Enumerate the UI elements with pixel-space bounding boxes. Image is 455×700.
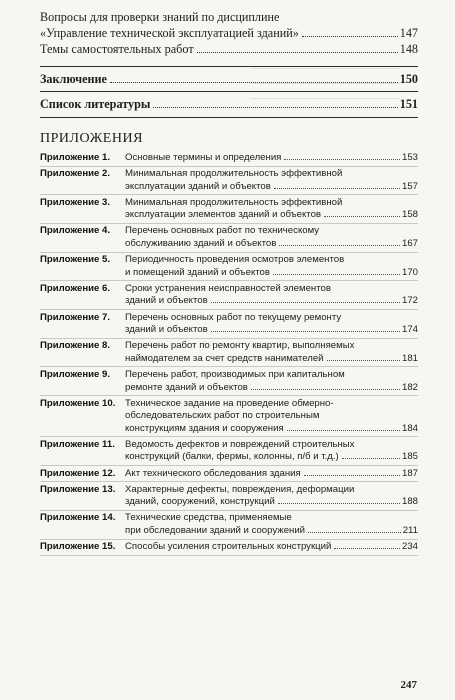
- appendix-title-line: Ведомость дефектов и повреждений строительных: [125, 438, 355, 450]
- dot-leader: [284, 159, 400, 160]
- dot-leader: [304, 475, 400, 476]
- appendix-label: Приложение 11.: [40, 438, 115, 450]
- appendix-title: [125, 369, 418, 394]
- appendix-title: [125, 541, 418, 554]
- dot-leader: [308, 532, 401, 533]
- toc-entry-references[interactable]: [40, 97, 418, 113]
- appendix-title: [125, 168, 418, 193]
- divider: [40, 91, 418, 92]
- dot-leader: [273, 274, 400, 275]
- appendix-page-number: 153: [401, 152, 418, 163]
- appendix-entry[interactable]: [40, 283, 418, 310]
- appendix-label: Приложение 3.: [40, 196, 111, 208]
- appendix-page-number: 188: [401, 496, 418, 508]
- appendix-page-number: 234: [401, 541, 418, 553]
- appendix-title-line: Акт технического обследования здания: [125, 467, 301, 479]
- appendix-entry[interactable]: [40, 340, 418, 367]
- appendix-label: Приложение 13.: [40, 483, 116, 495]
- appendix-title-line: обследовательских работ по строительным: [125, 410, 320, 422]
- appendix-entry[interactable]: [40, 312, 418, 339]
- appendix-title-line: конструкций (балки, фермы, колонны, п/б и т.д.): [125, 451, 339, 463]
- appendix-title-line: Способы усиления строительных конструкций: [125, 541, 332, 553]
- appendix-title-line: Характерные дефекты, повреждения, деформации: [125, 483, 355, 495]
- appendix-title: [125, 254, 418, 279]
- toc-entry-independent-work[interactable]: [40, 42, 418, 58]
- appendix-title: [125, 468, 418, 481]
- appendix-entry[interactable]: [40, 468, 418, 483]
- appendix-label: Приложение 8.: [40, 340, 111, 352]
- appendix-list: [40, 152, 418, 557]
- toc-page-number: 150: [399, 71, 418, 86]
- page-number: 247: [400, 679, 417, 691]
- appendix-title-line: Перечень основных работ по техническому: [125, 225, 320, 237]
- appendix-label: Приложение 15.: [40, 541, 116, 553]
- appendix-title-line: эксплуатации элементов зданий и объектов: [125, 209, 322, 221]
- appendix-title-line: при обследовании зданий и сооружений: [125, 524, 306, 536]
- toc-top-section: [40, 10, 418, 118]
- divider: [40, 117, 418, 118]
- appendix-title-line: Минимальная продолжительность эффективной: [125, 168, 343, 180]
- dot-leader: [302, 36, 398, 37]
- toc-entry-conclusion[interactable]: [40, 72, 418, 88]
- appendix-title: [125, 512, 418, 537]
- appendix-title: [125, 283, 418, 308]
- toc-entry-text-line: Темы самостоятельных работ: [40, 42, 194, 56]
- appendix-title: [125, 225, 418, 250]
- divider: [40, 66, 418, 67]
- appendix-title-line: зданий и объектов: [125, 324, 208, 336]
- appendix-title-line: эксплуатации зданий и объектов: [125, 180, 271, 192]
- appendix-title-line: Перечень работ по ремонту квартир, выполняемых: [125, 340, 355, 352]
- appendix-title-line: Минимальная продолжительность эффективной: [125, 196, 343, 208]
- appendix-title-line: Сроки устранения неисправностей элементов: [125, 282, 331, 294]
- appendix-title-line: зданий и объектов: [125, 295, 208, 307]
- appendix-title-line: Техническое задание на проведение обмерно-: [125, 397, 334, 409]
- dot-leader: [211, 331, 400, 332]
- dot-leader: [110, 82, 398, 83]
- appendix-label: Приложение 12.: [40, 467, 116, 479]
- toc-page-number: 148: [399, 42, 418, 56]
- appendix-label: Приложение 14.: [40, 512, 116, 524]
- appendix-entry[interactable]: [40, 152, 418, 167]
- appendix-page-number: 185: [401, 451, 418, 463]
- appendix-page-number: 182: [401, 381, 418, 393]
- appendix-label: Приложение 6.: [40, 282, 111, 294]
- appendix-entry[interactable]: [40, 512, 418, 539]
- dot-leader: [327, 360, 400, 361]
- appendix-title-line: Перечень работ, производимых при капитальном: [125, 368, 345, 380]
- appendix-page-number: 184: [401, 422, 418, 434]
- dot-leader: [334, 548, 400, 549]
- appendix-entry[interactable]: [40, 369, 418, 396]
- appendix-title-line: наймодателем за счет средств нанимателей: [125, 352, 324, 364]
- appendix-title: [125, 312, 418, 337]
- appendix-title: [125, 197, 418, 222]
- appendix-title: [125, 340, 418, 365]
- appendix-entry[interactable]: [40, 168, 418, 195]
- appendix-entry[interactable]: [40, 439, 418, 466]
- dot-leader: [251, 389, 400, 390]
- appendix-entry[interactable]: [40, 254, 418, 281]
- appendix-label: Приложение 10.: [40, 397, 116, 409]
- appendix-entry[interactable]: [40, 541, 418, 556]
- appendix-page-number: 167: [401, 238, 418, 250]
- dot-leader: [342, 458, 400, 459]
- appendix-page-number: 158: [401, 209, 418, 221]
- appendix-title: [125, 439, 418, 464]
- appendix-page-number: 211: [402, 524, 418, 536]
- appendix-title: [125, 484, 418, 509]
- appendix-heading: ПРИЛОЖЕНИЯ: [40, 131, 143, 146]
- appendix-label: Приложение 1.: [40, 152, 111, 163]
- appendix-title-line: зданий, сооружений, конструкций: [125, 496, 275, 508]
- appendix-page-number: 174: [401, 324, 418, 336]
- appendix-page-number: 181: [401, 352, 418, 364]
- dot-leader: [287, 430, 400, 431]
- toc-entry-text-line: Вопросы для проверки знаний по дисциплине: [40, 10, 280, 24]
- appendix-title-line: и помещений зданий и объектов: [125, 266, 270, 278]
- appendix-label: Приложение 9.: [40, 368, 111, 380]
- toc-entry-text-line: Список литературы: [40, 97, 151, 111]
- toc-entry-text-line: Заключение: [40, 71, 107, 86]
- dot-leader: [197, 52, 398, 53]
- appendix-title: [125, 398, 418, 436]
- dot-leader: [324, 216, 400, 217]
- appendix-entry[interactable]: [40, 484, 418, 511]
- toc-entry-text-line: «Управление технической эксплуатацией зданий»: [40, 25, 299, 40]
- appendix-page-number: 170: [401, 266, 418, 278]
- appendix-page-number: 172: [401, 295, 418, 307]
- toc-page-number: 151: [399, 97, 418, 111]
- appendix-label: Приложение 7.: [40, 311, 111, 323]
- appendix-entry[interactable]: [40, 225, 418, 252]
- toc-page-number: 147: [399, 25, 418, 40]
- appendix-title-line: обслуживанию зданий и объектов: [125, 238, 277, 250]
- appendix-label: Приложение 5.: [40, 254, 111, 266]
- appendix-title-line: конструкциям здания и сооружения: [125, 422, 284, 434]
- appendix-entry[interactable]: [40, 197, 418, 224]
- dot-leader: [211, 302, 400, 303]
- appendix-title-line: Основные термины и определения: [125, 152, 282, 163]
- appendix-entry[interactable]: [40, 398, 418, 438]
- dot-leader: [274, 188, 400, 189]
- appendix-label: Приложение 2.: [40, 168, 111, 180]
- dot-leader: [279, 245, 400, 246]
- appendix-title: [125, 152, 418, 165]
- appendix-title-line: Технические средства, применяемые: [125, 512, 292, 524]
- dot-leader: [153, 107, 397, 108]
- appendix-page-number: 157: [401, 180, 418, 192]
- appendix-title-line: Перечень основных работ по текущему ремонту: [125, 311, 342, 323]
- toc-entry-review-questions[interactable]: [40, 10, 418, 41]
- appendix-title-line: Периодичность проведения осмотров элементов: [125, 254, 345, 266]
- appendix-title-line: ремонте зданий и объектов: [125, 381, 248, 393]
- appendix-page-number: 187: [401, 467, 418, 479]
- dot-leader: [278, 503, 400, 504]
- appendix-label: Приложение 4.: [40, 225, 111, 237]
